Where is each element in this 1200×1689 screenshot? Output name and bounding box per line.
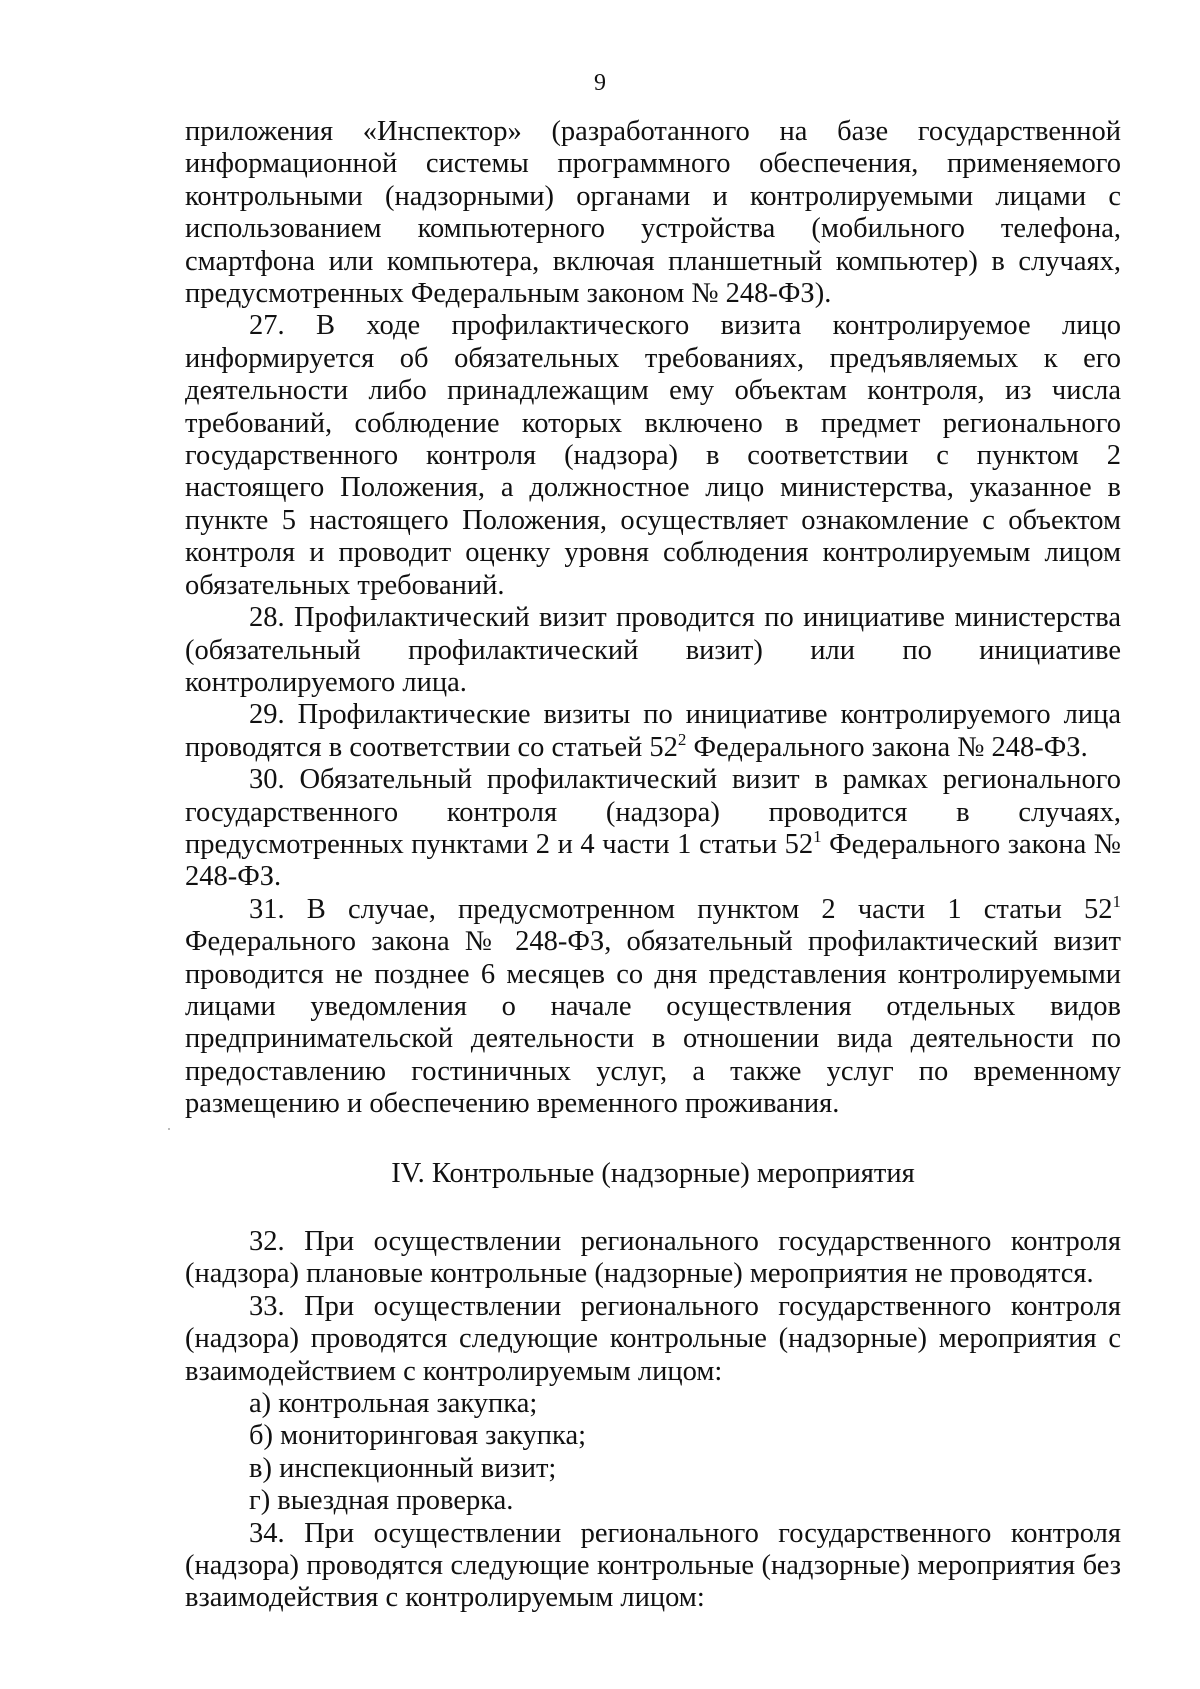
paragraph-31: [185, 891, 1121, 1121]
list-item: в) инспекционный визит;: [249, 1452, 557, 1484]
section-heading: IV. Контрольные (надзорные) мероприятия: [391, 1157, 915, 1189]
paragraph-30-superscript: 1: [813, 826, 822, 846]
paragraph-27: 27. В ходе профилактического визита контролируемое лицо информируется об обязательных требованиях, предъявляемых к его деятельности либо принадлежащим ему объектам контроля, из числа требований, соблюдение которых включено в предмет регионального государственного контроля (надзора) в соответствии с пунктом 2 настоящего Положения, а должностное лицо министерства, указанное в пункте 5 настоящего Положения, осуществляет ознакомление с объектом контроля и проводит оценку уровня соблюдения контролируемым лицом обязательных требований.: [185, 310, 1121, 601]
paragraph-30: [185, 764, 1121, 894]
paragraph-29-text: 29. Профилактические визиты по инициативе контролируемого лица проводятся в соответствии со статьей 52: [185, 699, 1121, 763]
page-number: 9: [594, 70, 606, 96]
paragraph-28: 28. Профилактический визит проводится по инициативе министерства (обязательный профилактический визит) или по инициативе контролируемого лица.: [185, 602, 1121, 698]
paragraph-31-tail: Федерального закона № 248-ФЗ, обязательный профилактический визит проводится не позднее 6 месяцев со дня представления контролируемыми лицами уведомления о начале осуществления отдельных видов предпринимательской деятельности в отношении вида деятельности по предоставлению гостиничных услуг, а также услуг по временному размещению и обеспечению временного проживания.: [185, 926, 1121, 1120]
paragraph-32: 32. При осуществлении регионального государственного контроля (надзора) плановые контрольные (надзорные) мероприятия не проводятся.: [185, 1226, 1121, 1290]
paragraph-29: [185, 699, 1121, 764]
paragraph-30-text: 30. Обязательный профилактический визит в рамках регионального государственного контроля (надзора) проводится в случаях, предусмотренных пунктами 2 и 4 части 1 статьи 52: [185, 764, 1121, 860]
scan-speck: [168, 1128, 170, 1130]
paragraph-31-superscript: 1: [1112, 891, 1121, 911]
document-body: [185, 116, 1121, 1615]
paragraph-29-superscript: 2: [677, 729, 687, 749]
paragraph-29-tail: Федерального закона № 248-ФЗ.: [686, 731, 1088, 763]
list-item: б) мониторинговая закупка;: [249, 1420, 587, 1452]
list-item: г) выездная проверка.: [249, 1485, 514, 1517]
paragraph-34: 34. При осуществлении регионального государственного контроля (надзора) проводятся следующие контрольные (надзорные) мероприятия без взаимодействия с контролируемым лицом:: [185, 1517, 1121, 1614]
paragraph-30-tail: Федерального закона № 248-ФЗ.: [185, 828, 1121, 893]
paragraph-26-continuation: приложения «Инспектор» (разработанного на базе государственной информационной системы программного обеспечения, применяемого контрольными (надзорными) органами и контролируемыми лицами с использованием компьютерного устройства (мобильного телефона, смартфона или компьютера, включая планшетный компьютер) в случаях, предусмотренных Федеральным законом № 248-ФЗ).: [185, 116, 1121, 310]
paragraph-31-text: 31. В случае, предусмотренном пунктом 2 части 1 статьи 52: [249, 893, 1113, 925]
list-item: а) контрольная закупка;: [249, 1388, 538, 1420]
paragraph-33: 33. При осуществлении регионального государственного контроля (надзора) проводятся следующие контрольные (надзорные) мероприятия с взаимодействием с контролируемым лицом:: [185, 1290, 1121, 1387]
